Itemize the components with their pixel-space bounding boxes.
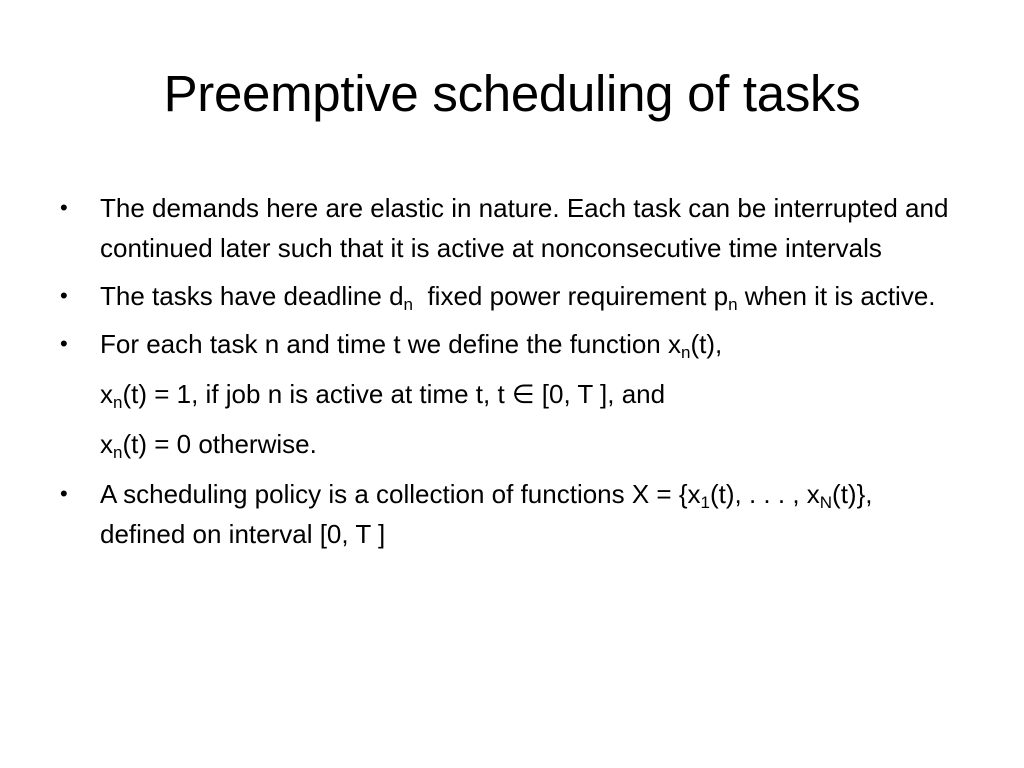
bullet-item-deadline xyxy=(60,276,960,316)
bullet-text: (t), xyxy=(690,329,723,359)
bullet-text: For each task n and time t we define the function x xyxy=(100,329,681,359)
subscript: n xyxy=(113,443,123,462)
bullet-text: (t)}, defined on interval [0, T ] xyxy=(100,479,873,549)
subscript: n xyxy=(728,295,738,314)
subscript: n xyxy=(681,343,691,362)
subscript: N xyxy=(819,493,833,512)
formula-text: x xyxy=(100,429,113,459)
bullet-item-scheduling-policy xyxy=(60,474,960,554)
bullet-text: The tasks have deadline d xyxy=(100,281,404,311)
bullet-marker: • xyxy=(60,283,68,308)
continuation-line-active xyxy=(60,374,960,414)
slide-title: Preemptive scheduling of tasks xyxy=(163,65,861,122)
bullet-marker: • xyxy=(60,195,68,220)
slide-body xyxy=(60,188,960,562)
bullet-text: A scheduling policy is a collection of functions X = {x xyxy=(100,479,701,509)
bullet-text: when it is active. xyxy=(737,281,936,311)
bullet-marker: • xyxy=(60,331,68,356)
bullet-text: fixed power requirement p xyxy=(413,281,729,311)
bullet-item-elastic-demands xyxy=(60,188,960,268)
formula-text: (t) = 1, if job n is active at time t, t ∈ [0, T ], and xyxy=(122,379,666,409)
formula-text: (t) = 0 otherwise. xyxy=(122,429,317,459)
bullet-text: (t), . . . , x xyxy=(709,479,820,509)
formula-text: x xyxy=(100,379,113,409)
subscript: n xyxy=(403,295,414,314)
subscript: n xyxy=(113,393,123,412)
continuation-line-inactive xyxy=(60,424,960,464)
bullet-marker: • xyxy=(60,481,68,506)
bullet-item-function-definition xyxy=(60,324,960,364)
bullet-text: The demands here are elastic in nature. Each task can be interrupted and continued later such that it is active at nonconsecutive time intervals xyxy=(100,193,949,263)
subscript: 1 xyxy=(700,493,710,512)
